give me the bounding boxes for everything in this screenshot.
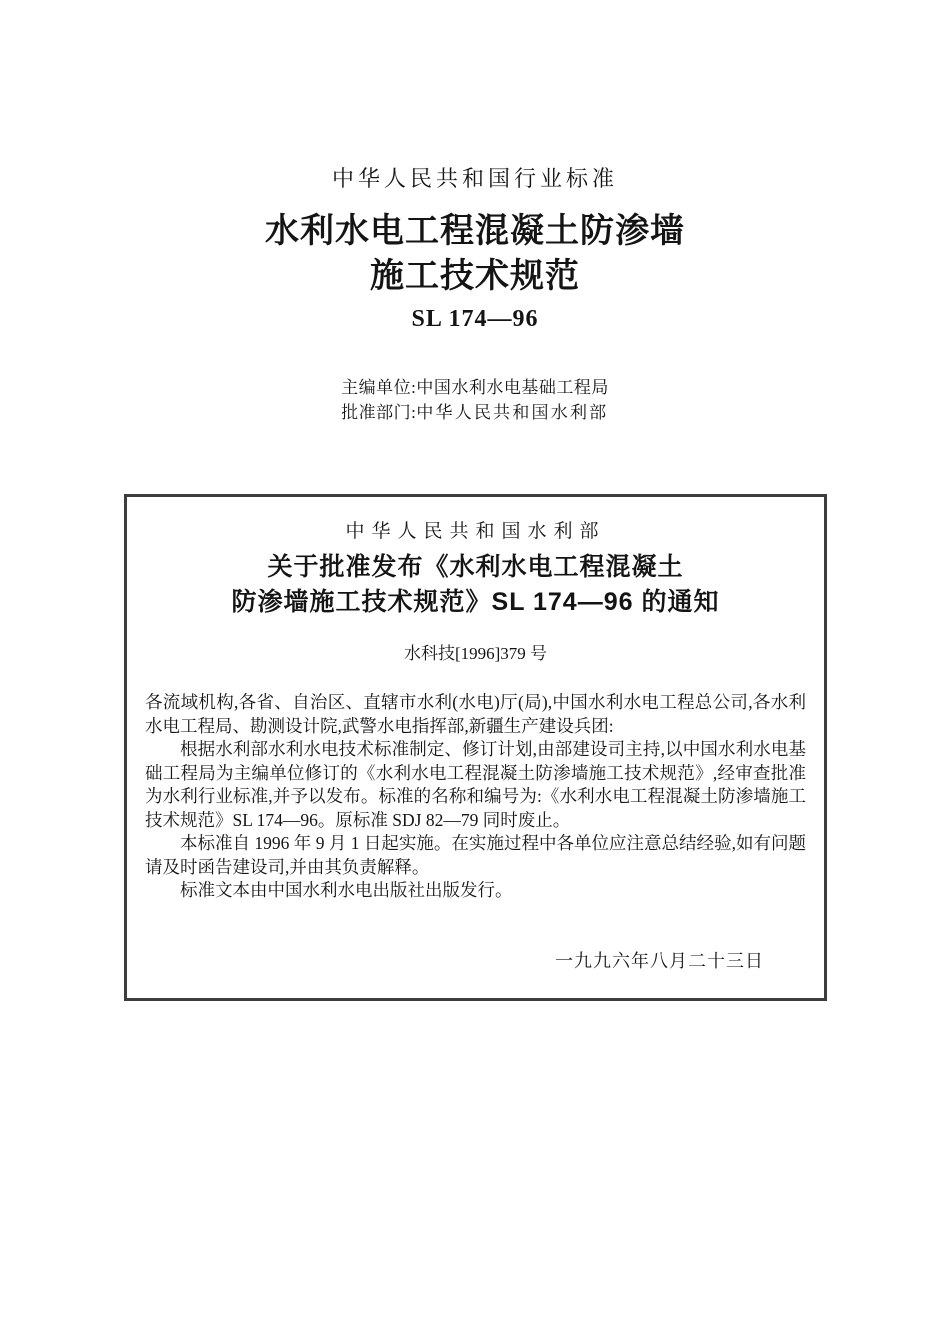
notice-title-line2: 防渗墙施工技术规范》SL 174—96 的通知 — [231, 588, 720, 616]
document-title-line2: 施工技术规范 — [370, 257, 580, 295]
document-title-line1: 水利水电工程混凝土防渗墙 — [265, 212, 685, 250]
credits-block — [341, 375, 609, 425]
notice-body — [145, 691, 806, 903]
editor-label: 主编单位: — [341, 378, 417, 397]
notice-title — [145, 550, 806, 620]
notice-paragraph-implementation: 本标准自 1996 年 9 月 1 日起实施。在实施过程中各单位应注意总结经验,如有问题请及时函告建设司,并由其负责解释。 — [145, 833, 806, 877]
document-title — [0, 209, 950, 299]
notice-ministry: 中华人民共和国水利部 — [345, 521, 606, 542]
notice-date: 一九九六年八月二十三日 — [555, 950, 764, 971]
editor-value: 中国水利水电基础工程局 — [416, 378, 609, 397]
editor-line — [341, 375, 609, 400]
notice-paragraph-approval: 根据水利部水利水电技术标准制定、修订计划,由部建设司主持,以中国水利水电基础工程局为主编单位修订的《水利水电工程混凝土防渗墙施工技术规范》,经审查批准为水利行业标准,并予以发布。标准的名称和编号为:《水利水电工程混凝土防渗墙施工技术规范》SL 174—96。原标准 SDJ 82—79 同时废止。 — [145, 739, 806, 830]
approver-value: 中华人民共和国水利部 — [416, 403, 609, 422]
notice-title-line1: 关于批准发布《水利水电工程混凝土 — [267, 553, 684, 581]
standard-type-label: 中华人民共和国行业标准 — [331, 166, 618, 191]
approver-label: 批准部门: — [341, 403, 417, 422]
notice-paragraph-publication: 标准文本由中国水利水电出版社出版发行。 — [180, 880, 513, 900]
approver-line — [341, 400, 609, 425]
standard-number: SL 174—96 — [411, 306, 539, 332]
notice-box — [124, 494, 827, 1001]
notice-paragraph-salutation: 各流域机构,各省、自治区、直辖市水利(水电)厅(局),中国水利水电工程总公司,各水利水电工程局、勘测设计院,武警水电指挥部,新疆生产建设兵团: — [145, 692, 806, 736]
notice-doc-number: 水科技[1996]379 号 — [403, 644, 548, 663]
